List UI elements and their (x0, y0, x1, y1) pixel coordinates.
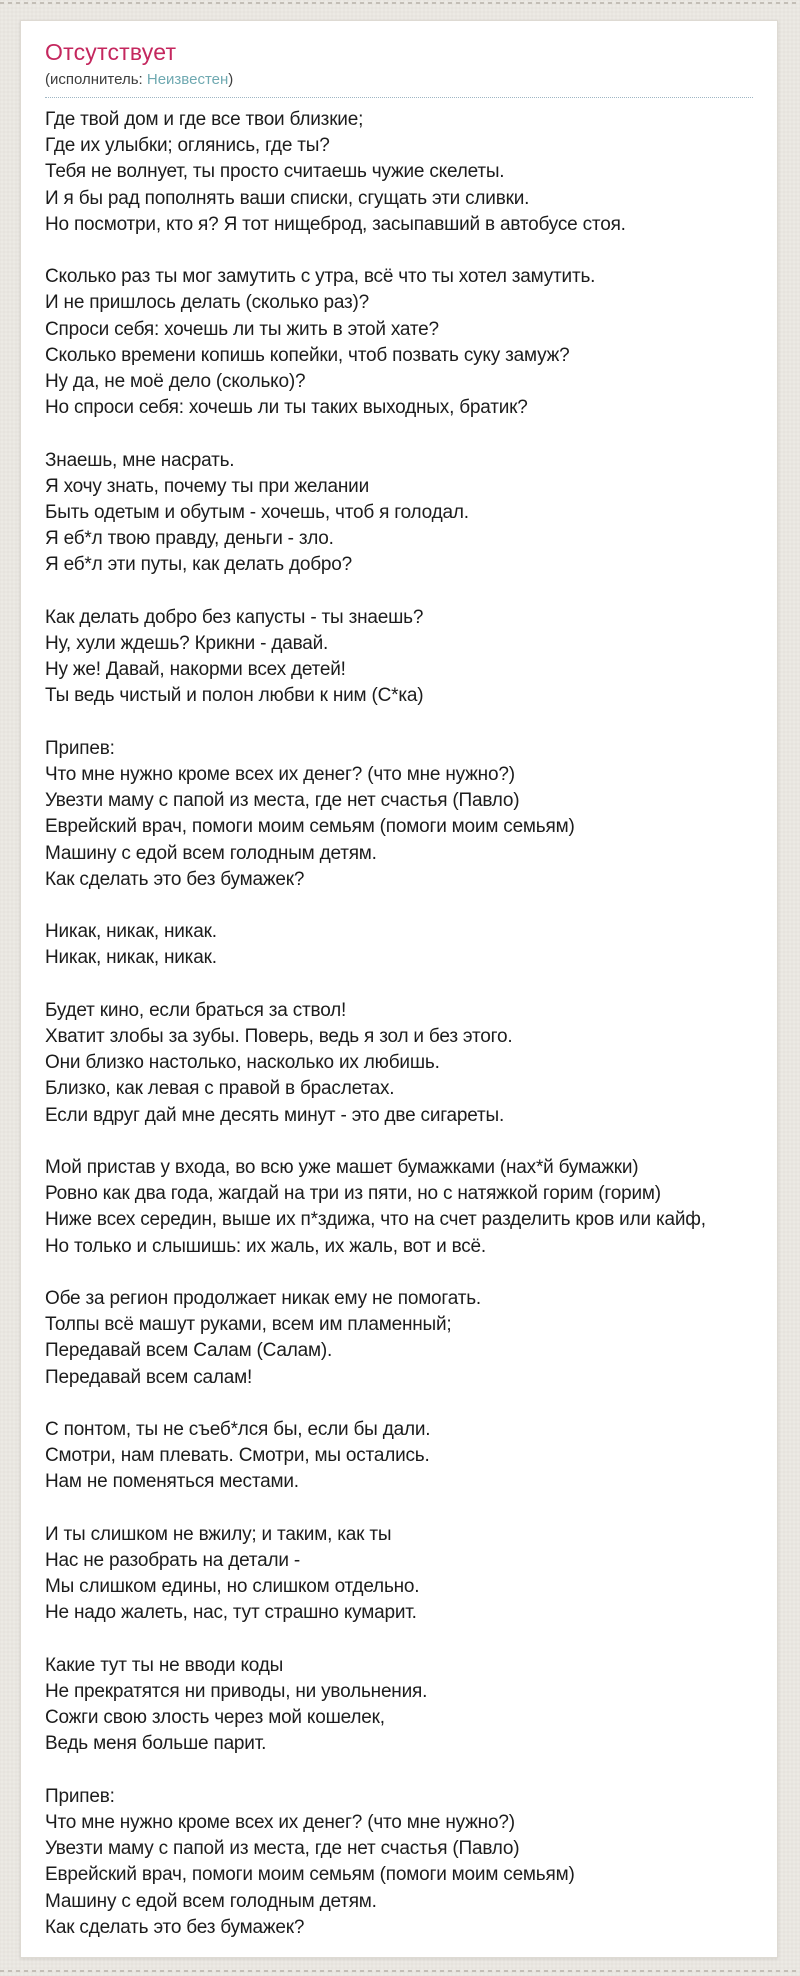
lyrics-line: Передавай всем Салам (Салам). (45, 1340, 333, 1362)
lyrics-line: Мой пристав у входа, во всю уже машет бумажками (нах*й бумажки) (45, 1157, 639, 1179)
lyrics-line: Сколько раз ты мог замутить с утра, всё что ты хотел замутить. (45, 266, 596, 288)
lyrics-line: Никак, никак, никак. (45, 921, 217, 943)
lyrics-stanza (45, 264, 753, 421)
lyrics-line: Нам не поменяться местами. (45, 1471, 299, 1493)
lyrics-text (45, 107, 753, 1941)
artist-suffix: ) (228, 71, 234, 88)
lyrics-line: Я хочу знать, почему ты при желании (45, 475, 369, 497)
lyrics-line: Никак, никак, никак. (45, 947, 217, 969)
lyrics-line: Но посмотри, кто я? Я тот нищеброд, засыпавший в автобусе стоя. (45, 213, 626, 235)
lyrics-line: Машину с едой всем голодным детям. (45, 842, 377, 864)
page-bottom-dashed-border (0, 1970, 800, 1972)
lyrics-line: Но спроси себя: хочешь ли ты таких выходных, братик? (45, 397, 528, 419)
lyrics-line: Не надо жалеть, нас, тут страшно кумарит. (45, 1602, 417, 1624)
lyrics-stanza (45, 1653, 753, 1758)
song-title: Отсутствует (45, 39, 177, 65)
lyrics-line: Еврейский врач, помоги моим семьям (помоги моим семьям) (45, 816, 575, 838)
lyrics-line: Как сделать это без бумажек? (45, 1916, 305, 1938)
lyrics-stanza (45, 1286, 753, 1391)
lyrics-stanza (45, 605, 753, 710)
header-divider (45, 97, 753, 98)
lyrics-line: Припев: (45, 737, 115, 759)
lyrics-line: Что мне нужно кроме всех их денег? (что мне нужно?) (45, 764, 515, 786)
lyrics-line: Будет кино, если браться за ствол! (45, 999, 347, 1021)
lyrics-line: Ну же! Давай, накорми всех детей! (45, 659, 346, 681)
lyrics-line: Обе за регион продолжает никак ему не помогать. (45, 1288, 481, 1310)
lyrics-card (20, 20, 778, 1958)
artist-line (45, 69, 753, 90)
lyrics-stanza (45, 1417, 753, 1496)
lyrics-line: Нас не разобрать на детали - (45, 1550, 300, 1572)
lyrics-line: Ты ведь чистый и полон любви к ним (С*ка) (45, 685, 424, 707)
lyrics-line: И я бы рад пополнять ваши списки, сгущать эти сливки. (45, 187, 530, 209)
lyrics-line: Тебя не волнует, ты просто считаешь чужие скелеты. (45, 161, 505, 183)
lyrics-line: Где твой дом и где все твои близкие; (45, 109, 364, 130)
lyrics-stanza (45, 1155, 753, 1260)
lyrics-line: Машину с едой всем голодным детям. (45, 1890, 377, 1912)
artist-prefix: (исполнитель: (45, 71, 147, 88)
page-top-dashed-border (0, 2, 800, 4)
lyrics-line: С понтом, ты не съеб*лся бы, если бы дали. (45, 1419, 431, 1441)
lyrics-stanza (45, 736, 753, 893)
lyrics-stanza (45, 1784, 753, 1941)
lyrics-line: Ровно как два года, жагдай на три из пяти, но с натяжкой горим (горим) (45, 1183, 661, 1205)
lyrics-line: Спроси себя: хочешь ли ты жить в этой хате? (45, 318, 439, 340)
lyrics-stanza (45, 107, 753, 238)
lyrics-line: Передавай всем салам! (45, 1366, 253, 1388)
lyrics-line: Я еб*л твою правду, деньги - зло. (45, 528, 334, 550)
lyrics-line: И не пришлось делать (сколько раз)? (45, 292, 370, 314)
lyrics-line: Сколько времени копишь копейки, чтоб позвать суку замуж? (45, 344, 570, 366)
lyrics-line: Если вдруг дай мне десять минут - это две сигареты. (45, 1104, 505, 1126)
lyrics-line: Быть одетым и обутым - хочешь, чтоб я голодал. (45, 502, 469, 524)
lyrics-line: Но только и слышишь: их жаль, их жаль, вот и всё. (45, 1235, 487, 1257)
lyrics-line: Еврейский врач, помоги моим семьям (помоги моим семьям) (45, 1864, 575, 1886)
lyrics-line: Хватит злобы за зубы. Поверь, ведь я зол и без этого. (45, 1026, 513, 1048)
lyrics-line: Увезти маму с папой из места, где нет счастья (Павло) (45, 790, 520, 812)
lyrics-line: Знаешь, мне насрать. (45, 449, 235, 471)
lyrics-line: Ну, хули ждешь? Крикни - давай. (45, 633, 329, 655)
lyrics-stanza (45, 1522, 753, 1627)
lyrics-line: Не прекратятся ни приводы, ни увольнения. (45, 1681, 428, 1703)
lyrics-line: Как сделать это без бумажек? (45, 868, 305, 890)
lyrics-line: Ведь меня больше парит. (45, 1733, 267, 1755)
lyrics-line: Припев: (45, 1785, 115, 1807)
lyrics-line: Как делать добро без капусты - ты знаешь? (45, 606, 424, 628)
lyrics-line: Смотри, нам плевать. Смотри, мы остались. (45, 1445, 430, 1467)
lyrics-line: Сожги свою злость через мой кошелек, (45, 1707, 385, 1729)
lyrics-line: Где их улыбки; оглянись, где ты? (45, 135, 330, 157)
lyrics-line: Они близко настолько, насколько их любишь. (45, 1052, 440, 1074)
lyrics-line: Мы слишком едины, но слишком отдельно. (45, 1576, 420, 1598)
lyrics-line: И ты слишком не вжилу; и таким, как ты (45, 1523, 392, 1545)
lyrics-line: Увезти маму с папой из места, где нет счастья (Павло) (45, 1838, 520, 1860)
lyrics-stanza (45, 448, 753, 579)
lyrics-line: Что мне нужно кроме всех их денег? (что мне нужно?) (45, 1812, 515, 1834)
lyrics-stanza (45, 919, 753, 971)
lyrics-line: Близко, как левая с правой в браслетах. (45, 1078, 395, 1100)
lyrics-line: Ну да, не моё дело (сколько)? (45, 371, 306, 393)
lyrics-line: Я еб*л эти путы, как делать добро? (45, 554, 353, 576)
lyrics-stanza (45, 998, 753, 1129)
artist-link[interactable]: Неизвестен (146, 71, 229, 88)
lyrics-line: Ниже всех середин, выше их п*здижа, что на счет разделить кров или кайф, (45, 1209, 706, 1231)
lyrics-line: Толпы всё машут руками, всем им пламенный; (45, 1314, 452, 1336)
lyrics-line: Какие тут ты не вводи коды (45, 1654, 284, 1676)
